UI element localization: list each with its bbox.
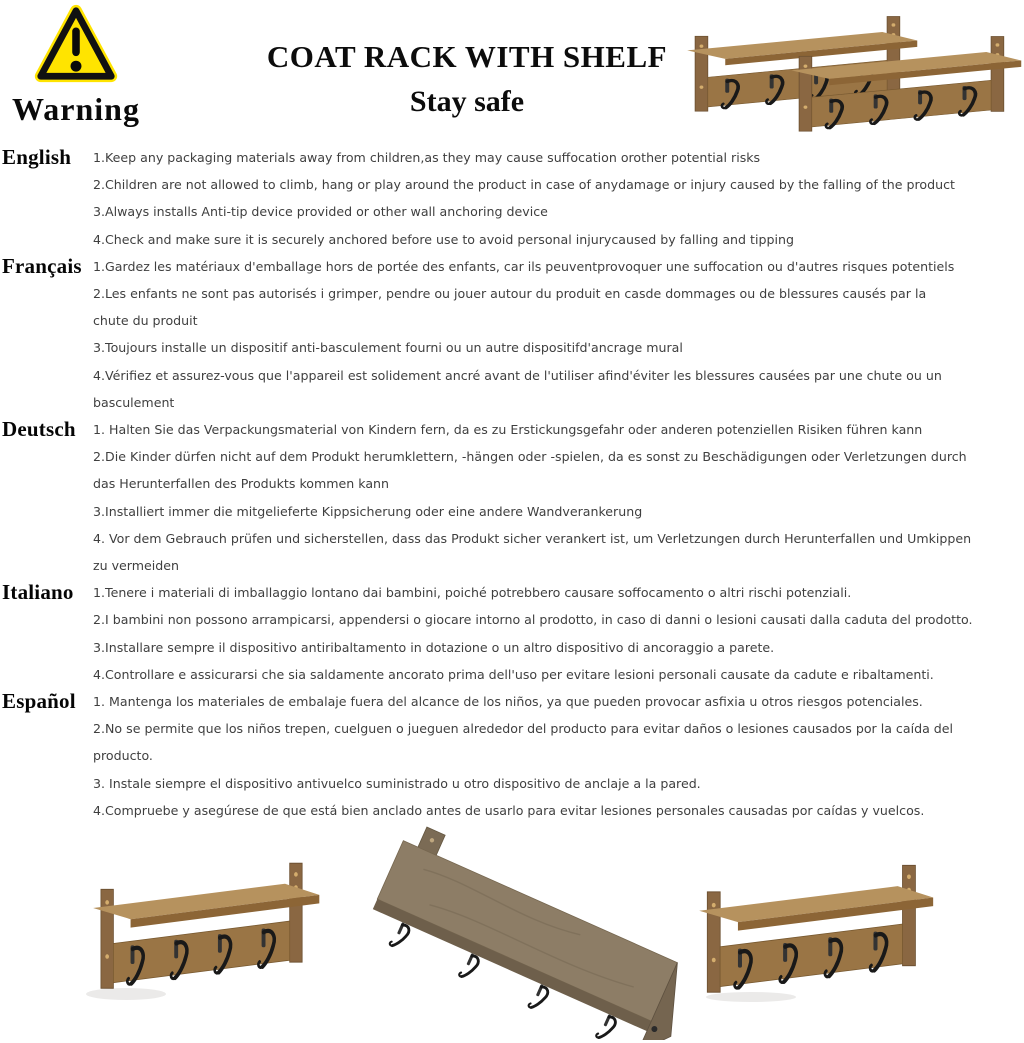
instruction-line: zu vermeiden bbox=[93, 558, 179, 574]
instruction-line: 3.Toujours installe un dispositif anti-basculement fourni ou un autre dispositifd'ancrage mural bbox=[93, 340, 683, 356]
section-label: Español bbox=[2, 689, 76, 714]
section-deutsch bbox=[0, 416, 1024, 579]
instruction-line: 2.No se permite que los niños trepen, cuelguen o jueguen alrededor del producto para evitar daños o lesiones causados por la caída del bbox=[93, 721, 954, 737]
section-lines bbox=[93, 579, 1024, 688]
coat-rack-image bbox=[788, 28, 1024, 134]
instruction-line: basculement bbox=[93, 394, 175, 410]
section-label: Deutsch bbox=[2, 417, 76, 442]
instruction-line: 3.Installare sempre il dispositivo antiribaltamento in dotazione o un altro dispositivo di ancoraggio a parete. bbox=[93, 639, 775, 655]
section-label: Italiano bbox=[2, 580, 74, 605]
instruction-line: 4. Vor dem Gebrauch prüfen und sicherstellen, dass das Produkt sicher verankert ist, um Verletzungen durch Herunterfallen und Umkippen bbox=[93, 530, 972, 546]
instruction-line: 1. Mantenga los materiales de embalaje fuera del alcance de los niños, ya que pueden provocar asfixia u otros riesgos potenciales. bbox=[93, 694, 923, 710]
product-photo-angled-view bbox=[362, 826, 707, 1040]
section-lines bbox=[93, 253, 1024, 416]
instruction-line: 1. Halten Sie das Verpackungsmaterial von Kindern fern, da es zu Erstickungsgefahr oder anderen potenziellen Risiken führen kann bbox=[93, 422, 923, 438]
section-english bbox=[0, 144, 1024, 253]
warning-block bbox=[0, 2, 152, 127]
instruction-line: 2.I bambini non possono arrampicarsi, appendersi o giocare intorno al prodotto, in caso di danni o lesioni causati dalla caduta del prodotto. bbox=[93, 612, 973, 628]
page-title: COAT RACK WITH SHELF bbox=[266, 39, 668, 74]
instruction-line: 4.Compruebe y asegúrese de que está bien anclado antes de usarlo para evitar lesiones personales causadas por caídas y vuelcos. bbox=[93, 802, 925, 818]
instruction-line: 3.Always installs Anti-tip device provided or other wall anchoring device bbox=[93, 204, 548, 220]
instruction-line: 2.Children are not allowed to climb, hang or play around the product in case of anydamage or injury caused by the falling of the product bbox=[93, 177, 955, 193]
instruction-sections bbox=[0, 144, 1024, 824]
title-block bbox=[222, 40, 712, 118]
product-photo-front-view-left bbox=[90, 852, 324, 992]
product-photo-front-view-right bbox=[696, 854, 938, 996]
warning-label: Warning bbox=[12, 91, 140, 127]
section-italiano bbox=[0, 579, 1024, 688]
coat-rack-image bbox=[90, 852, 324, 992]
instruction-line: producto. bbox=[93, 748, 153, 764]
section-lines bbox=[93, 144, 1024, 253]
section-espanol bbox=[0, 688, 1024, 824]
instruction-line: 4.Controllare e assicurarsi che sia saldamente ancorato prima dell'uso per evitare lesioni personali causate da cadute e ribaltamenti. bbox=[93, 666, 934, 682]
photo-shadow bbox=[86, 988, 166, 1000]
instruction-line: 1.Tenere i materiali di imballaggio lontano dai bambini, poiché potrebbero causare soffocamento o altri rischi potenziali. bbox=[93, 585, 852, 601]
instruction-line: 3.Installiert immer die mitgelieferte Kippsicherung oder eine andere Wandverankerung bbox=[93, 503, 643, 519]
section-lines bbox=[93, 688, 1024, 824]
instruction-line: chute du produit bbox=[93, 313, 198, 329]
section-label: English bbox=[2, 145, 72, 169]
instruction-line: 1.Keep any packaging materials away from children,as they may cause suffocation orother potential risks bbox=[93, 150, 761, 165]
coat-rack-image bbox=[696, 854, 938, 996]
section-lines bbox=[93, 416, 1024, 579]
instruction-line: das Herunterfallen des Produkts kommen kann bbox=[93, 476, 390, 492]
instruction-line: 1.Gardez les matériaux d'emballage hors de portée des enfants, car ils peuventprovoquer une suffocation ou d'autres risques potentiels bbox=[93, 258, 955, 274]
instruction-line: 2.Die Kinder dürfen nicht auf dem Produkt herumklettern, -hängen oder -spielen, da es sonst zu Beschädigungen oder Verletzungen durch bbox=[93, 449, 967, 465]
coat-rack-shelf-angled-image bbox=[362, 826, 707, 1040]
section-label: Français bbox=[2, 253, 82, 278]
product-photo-pair bbox=[684, 0, 1024, 140]
section-francais bbox=[0, 253, 1024, 416]
warning-triangle-icon bbox=[34, 2, 118, 90]
instruction-line: 4.Check and make sure it is securely anchored before use to avoid personal injurycaused by falling and tipping bbox=[93, 231, 794, 247]
instruction-line: 3. Instale siempre el dispositivo antivuelco suministrado u otro dispositivo de anclaje a la pared. bbox=[93, 775, 701, 791]
photo-shadow bbox=[706, 992, 796, 1002]
instruction-line: 2.Les enfants ne sont pas autorisés i grimper, pendre ou jouer autour du produit en casde dommages ou de blessures causés par la bbox=[93, 286, 927, 302]
page-subtitle: Stay safe bbox=[409, 85, 525, 119]
instruction-line: 4.Vérifiez et assurez-vous que l'appareil est solidement ancré avant de l'utiliser afind'éviter les blessures causées par une chute ou un bbox=[93, 367, 942, 383]
